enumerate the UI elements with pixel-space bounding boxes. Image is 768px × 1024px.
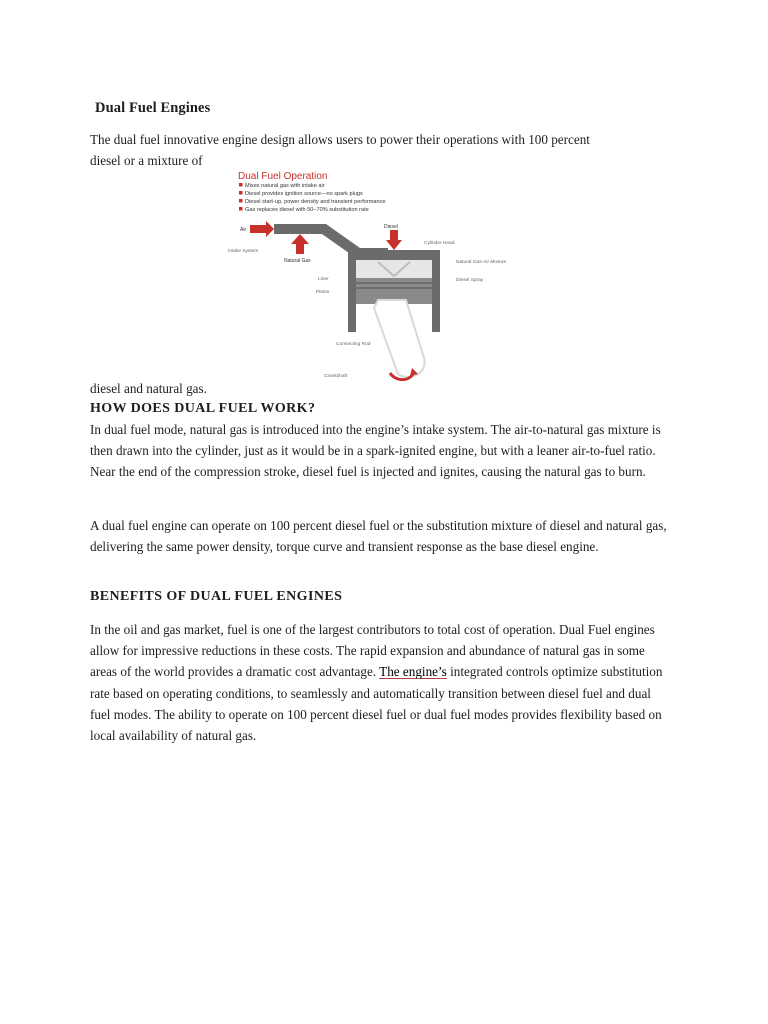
section2-text-start: In the oil and gas market, fuel is one of the largest contributors to total cost of operation. Dual Fuel engines allow for impressive reductions in these costs. The rapid expansion and abundance of natural gas in some areas of the world provides a dramatic cost advantage. bbox=[90, 623, 655, 681]
label-liner: Liner bbox=[318, 277, 329, 282]
label-diesel-spray: Diesel Spray bbox=[456, 278, 484, 283]
label-air: Air bbox=[240, 227, 247, 233]
intro-line-2: diesel or a mixture of bbox=[90, 154, 203, 169]
label-cylinder-head: Cylinder Head bbox=[424, 241, 455, 246]
piston-ring bbox=[356, 287, 432, 289]
label-mixture: Natural Gas-Air Mixture bbox=[456, 260, 507, 265]
bullet-marker-icon bbox=[239, 183, 243, 187]
section2-paragraph bbox=[90, 620, 665, 747]
air-arrow-icon bbox=[250, 221, 274, 237]
section2-text-end: integrated controls optimize substitution rate based on operating conditions, to seamlessly and automatically transition between diesel fuel and dual fuel modes. The ability to operate on 100 percent diesel fuel or dual fuel modes provides flexibility based on local availability of natural gas. bbox=[90, 665, 663, 745]
bullet-marker-icon bbox=[239, 207, 243, 211]
diesel-arrow-icon bbox=[386, 230, 402, 250]
label-natural-gas: Natural Gas bbox=[284, 258, 311, 264]
cylinder-liner-left bbox=[348, 260, 356, 332]
dual-fuel-operation-figure bbox=[228, 168, 518, 390]
intro-line-1: The dual fuel innovative engine design allows users to power their operations with 100 percent bbox=[90, 133, 590, 148]
section1-paragraph-2: A dual fuel engine can operate on 100 percent diesel fuel or the substitution mixture of diesel and natural gas, delivering the same power density, torque curve and transient response as the base diesel engine. bbox=[90, 519, 667, 556]
figure-bullet: Gas replaces diesel with 50–70% substitution rate bbox=[245, 207, 369, 213]
section1-paragraph-1: In dual fuel mode, natural gas is introduced into the engine’s intake system. The air-to-natural gas mixture is then drawn into the cylinder, just as it would be in a spark-ignited engine, but with a leaner air-to-fuel ratio. Near the end of the compression stroke, diesel fuel is injected and ignites, causing the natural gas to burn. bbox=[90, 423, 661, 481]
bullet-marker-icon bbox=[239, 199, 243, 203]
engine-diagram bbox=[250, 221, 440, 380]
natural-gas-arrow-icon bbox=[291, 234, 309, 254]
figure-bullet: Diesel start-up, power density and transient performance bbox=[245, 199, 386, 205]
section-heading-benefits: BENEFITS OF DUAL FUEL ENGINES bbox=[90, 589, 343, 604]
label-crankshaft: Crankshaft bbox=[324, 374, 348, 379]
bullet-marker-icon bbox=[239, 191, 243, 195]
section-heading-how-it-works: HOW DOES DUAL FUEL WORK? bbox=[90, 401, 316, 416]
figure-bullet: Diesel provides ignition source—no spark plugs bbox=[245, 191, 363, 197]
figure-bullet: Mixes natural gas with intake air bbox=[245, 183, 325, 189]
figure-bullets bbox=[239, 183, 386, 213]
engines-inline-text: The engine’s bbox=[379, 665, 447, 681]
connecting-rod bbox=[374, 300, 425, 377]
label-piston: Piston bbox=[316, 290, 330, 295]
intro-line-3: diesel and natural gas. bbox=[90, 382, 207, 397]
label-connecting-rod: Connecting Rod bbox=[336, 342, 371, 347]
cylinder-head bbox=[348, 250, 440, 260]
label-intake-system: Intake System bbox=[228, 249, 259, 254]
figure-title: Dual Fuel Operation bbox=[238, 171, 328, 182]
label-diesel: Diesel bbox=[384, 224, 398, 230]
document-title: Dual Fuel Engines bbox=[95, 100, 211, 116]
cylinder-liner-right bbox=[432, 260, 440, 332]
piston-ring bbox=[356, 282, 432, 284]
